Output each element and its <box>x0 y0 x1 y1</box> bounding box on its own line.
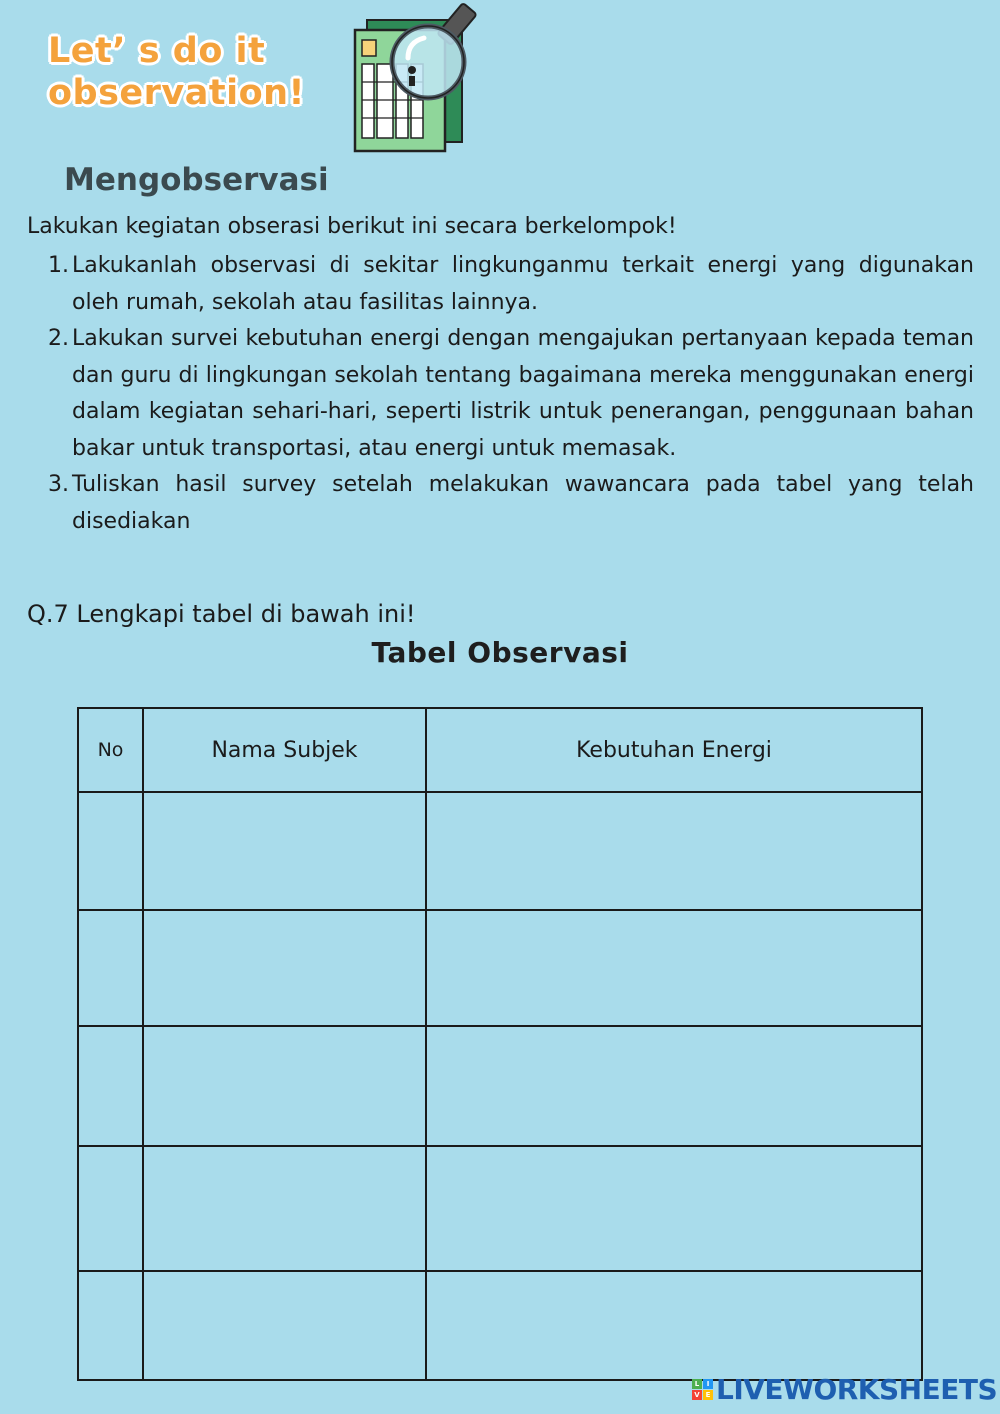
logo-letter: E <box>703 1390 713 1400</box>
table-row <box>78 1026 922 1146</box>
list-item <box>44 248 974 321</box>
section-title: Mengobservasi <box>64 162 329 198</box>
list-item-number: 3. <box>48 472 69 497</box>
list-item-number: 1. <box>48 253 69 278</box>
column-header-subject: Nama Subjek <box>143 708 426 792</box>
column-header-no: No <box>78 708 143 792</box>
list-item-text: Lakukanlah observasi di sekitar lingkunganmu terkait energi yang digunakan oleh rumah, sekolah atau fasilitas lainnya. <box>72 253 974 315</box>
table-header-row <box>78 708 922 792</box>
cell-energy-input[interactable] <box>426 1271 922 1380</box>
logo-letter: I <box>703 1379 713 1389</box>
logo-grid-icon <box>692 1379 713 1400</box>
liveworksheets-logo[interactable] <box>692 1374 997 1404</box>
table-row <box>78 1271 922 1380</box>
cell-no-input[interactable] <box>78 792 143 910</box>
banner-line-1: Let’ s do it <box>48 31 266 71</box>
list-item-text: Lakukan survei kebutuhan energi dengan mengajukan pertanyaan kepada teman dan guru di lingkungan sekolah tentang bagaimana mereka menggunakan energi dalam kegiatan sehari-hari, seperti listrik untuk penerangan, penggunaan bahan bakar untuk transportasi, atau energi untuk memasak. <box>72 326 974 461</box>
cell-energy-input[interactable] <box>426 792 922 910</box>
table-row <box>78 792 922 910</box>
cell-energy-input[interactable] <box>426 910 922 1026</box>
banner-line-2: observation! <box>48 73 306 113</box>
table-row <box>78 1146 922 1271</box>
cell-subject-input[interactable] <box>143 1146 426 1271</box>
banner-heading <box>48 30 348 114</box>
steps-list <box>44 248 974 540</box>
cell-energy-input[interactable] <box>426 1146 922 1271</box>
logo-letter: L <box>692 1379 702 1389</box>
cell-subject-input[interactable] <box>143 792 426 910</box>
cell-no-input[interactable] <box>78 1146 143 1271</box>
observation-table <box>77 707 923 1381</box>
list-item-text: Tuliskan hasil survey setelah melakukan wawancara pada tabel yang telah disediakan <box>72 472 974 534</box>
logo-letter: V <box>692 1390 702 1400</box>
cell-no-input[interactable] <box>78 1026 143 1146</box>
table-title: Tabel Observasi <box>371 636 629 669</box>
list-item <box>44 321 974 467</box>
question-prompt: Q.7 Lengkapi tabel di bawah ini! <box>27 600 416 628</box>
list-item <box>44 467 974 540</box>
cell-subject-input[interactable] <box>143 910 426 1026</box>
list-item-number: 2. <box>48 326 69 351</box>
cell-subject-input[interactable] <box>143 1026 426 1146</box>
document-magnifier-icon <box>350 0 505 155</box>
cell-no-input[interactable] <box>78 1271 143 1380</box>
column-header-energy: Kebutuhan Energi <box>426 708 922 792</box>
cell-energy-input[interactable] <box>426 1026 922 1146</box>
intro-text: Lakukan kegiatan obserasi berikut ini secara berkelompok! <box>27 214 677 239</box>
logo-brand-text: LIVEWORKSHEETS <box>716 1372 998 1406</box>
cell-no-input[interactable] <box>78 910 143 1026</box>
table-row <box>78 910 922 1026</box>
cell-subject-input[interactable] <box>143 1271 426 1380</box>
